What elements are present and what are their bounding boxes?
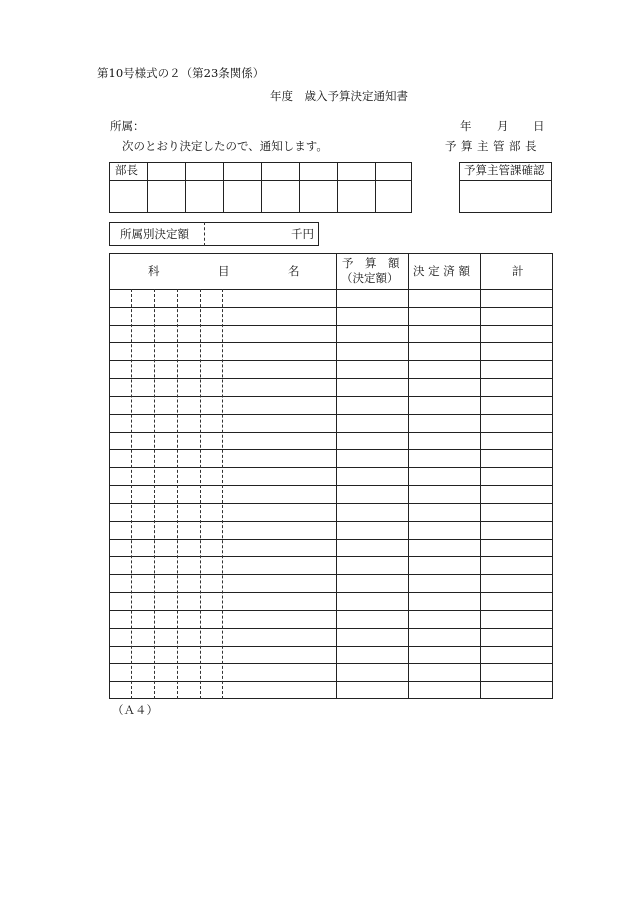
- subject-subcolumn-divider: [222, 289, 223, 699]
- subject-subcolumn-divider: [131, 289, 132, 699]
- seal-column-divider: [223, 162, 224, 213]
- table-row: [109, 646, 553, 647]
- table-row: [109, 610, 553, 611]
- table-row: [109, 432, 553, 433]
- table-row: [109, 360, 553, 361]
- table-row: [109, 325, 553, 326]
- subject-subcolumn-divider: [177, 289, 178, 699]
- date-day-label: 日: [533, 119, 545, 133]
- table-row: [109, 414, 553, 415]
- header-budget-line2: （決定額）: [341, 271, 399, 285]
- table-row: [109, 396, 553, 397]
- seal-column-divider: [261, 162, 262, 213]
- table-row: [109, 574, 553, 575]
- table-row: [109, 521, 553, 522]
- confirm-box-divider: [459, 180, 552, 181]
- seal-header-bucho: 部長: [115, 163, 138, 177]
- seal-column-divider: [299, 162, 300, 213]
- seal-column-divider: [185, 162, 186, 213]
- affiliation-label: 所属：: [110, 119, 145, 133]
- table-row: [109, 449, 553, 450]
- main-table: [109, 253, 553, 699]
- table-row: [109, 628, 553, 629]
- table-row: [109, 663, 553, 664]
- seal-column-divider: [375, 162, 376, 213]
- header-total: 計: [512, 264, 524, 278]
- header-decided: 決 定 済 額: [413, 264, 470, 278]
- table-row: [109, 592, 553, 593]
- subject-subcolumn-divider: [200, 289, 201, 699]
- amount-box-divider: [204, 222, 205, 246]
- date-month-label: 月: [497, 119, 509, 133]
- amount-unit: 千円: [291, 227, 314, 241]
- table-row: [109, 503, 553, 504]
- subject-subcolumn-divider: [154, 289, 155, 699]
- table-row: [109, 539, 553, 540]
- table-row: [109, 467, 553, 468]
- table-row: [109, 681, 553, 682]
- header-subject-moku: 目: [218, 264, 230, 278]
- document-title: 年度 歳入予算決定通知書: [270, 89, 408, 103]
- col-divider-budget: [336, 253, 337, 699]
- form-number: 第10号様式の２（第23条関係）: [97, 66, 265, 80]
- seal-column-divider: [147, 162, 148, 213]
- paper-size-note: （Ａ４）: [112, 703, 158, 717]
- table-row: [109, 378, 553, 379]
- table-row: [109, 307, 553, 308]
- table-row: [109, 485, 553, 486]
- amount-label: 所属別決定額: [120, 227, 189, 241]
- table-row: [109, 342, 553, 343]
- header-underline: [109, 289, 553, 290]
- seal-column-divider: [337, 162, 338, 213]
- date-year-label: 年: [460, 119, 472, 133]
- table-row: [109, 556, 553, 557]
- col-divider-decided: [408, 253, 409, 699]
- confirm-label: 予算主管課確認: [464, 163, 545, 177]
- notice-text: 次のとおり決定したので、通知します。: [122, 139, 328, 153]
- header-subject-ka: 科: [148, 264, 160, 278]
- col-divider-total: [480, 253, 481, 699]
- header-budget-line1: 予 算 額: [342, 256, 400, 270]
- header-subject-mei: 名: [288, 264, 300, 278]
- budget-chief-label: 予算主管部長: [445, 139, 541, 153]
